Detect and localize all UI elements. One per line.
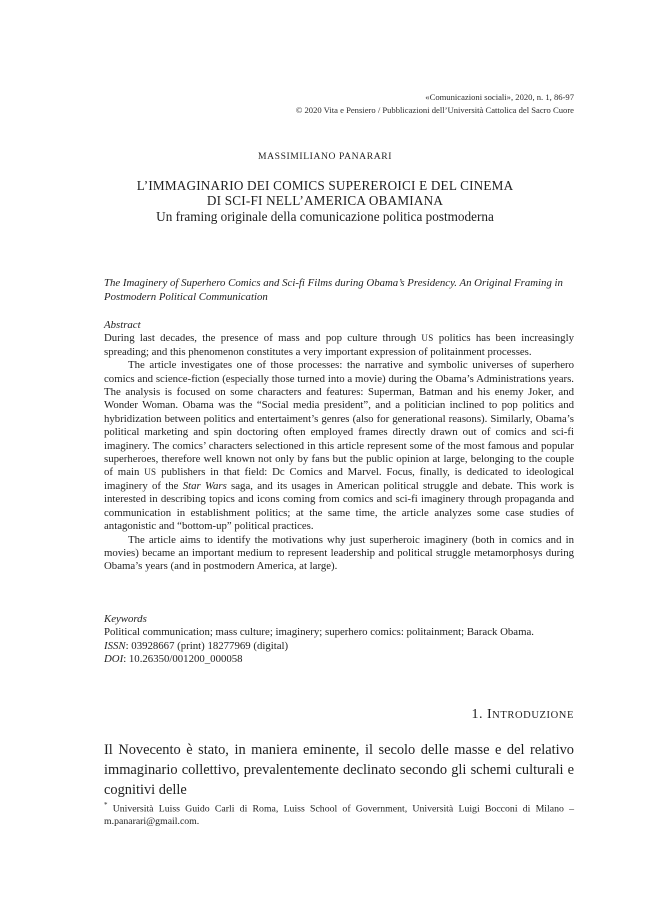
english-title: The Imaginery of Superhero Comics and Sci-fi Films during Obama’s Presidency. An Original Framing in Postmodern Political Communication: [104, 277, 563, 303]
journal-citation: «Comunicazioni sociali», 2020, n. 1, 86-97: [425, 92, 574, 102]
article-subtitle: Un framing originale della comunicazione politica postmoderna: [156, 209, 494, 224]
article-title: [90, 178, 560, 208]
doi-line: DOI: 10.26350/001200_000058: [104, 653, 243, 666]
abstract-paragraph-3: The article aims to identify the motivations why just superheroic imaginery (both in comics and in movies) became an important medium to represent leadership and political struggle metamorphosys during Obama’s years (and in postmodern America, at large).: [104, 533, 574, 573]
title-line-2: DI SCI-FI NELL’AMERICA OBAMIANA: [206, 193, 444, 208]
section-heading: 1. INTRODUZIONE: [471, 707, 574, 722]
copyright-notice: © 2020 Vita e Pensiero / Pubblicazioni dell’Università Cattolica del Sacro Cuore: [295, 105, 574, 115]
keywords-block: [104, 613, 574, 667]
abstract-label: Abstract: [104, 319, 141, 331]
keywords-list: Political communication; mass culture; imaginery; superhero comics: politainment; Barack Obama.: [104, 626, 534, 639]
issn-line: ISSN: 03928667 (print) 18277969 (digital): [104, 639, 289, 652]
journal-masthead: [296, 91, 574, 117]
author-affiliation-footnote: * Università Luiss Guido Carli di Roma, Luiss School of Government, Università Luigi Bocconi di Milano – m.panarari@gmail.com.: [104, 801, 574, 828]
intro-paragraph: Il Novecento è stato, in maniera eminente, il secolo delle masse e del relativo immaginario collettivo, prevalentemente declinato secondo gli schemi culturali e cognitivi delle: [104, 742, 574, 798]
title-line-1: L’IMMAGINARIO DEI COMICS SUPEREROICI E DEL CINEMA: [136, 178, 514, 193]
author-name: MASSIMILIANO PANARARI: [257, 151, 393, 162]
abstract-paragraph-1: During last decades, the presence of mass and pop culture through US politics has been increasingly spreading; and this phenomenon constitutes a very important expression of politainment processes.: [104, 332, 574, 358]
keywords-label: Keywords: [104, 613, 147, 625]
abstract-paragraph-2: The article investigates one of those processes: the narrative and symbolic universes of superhero comics and science-fiction (especially those turned into a movie) during the Obama’s Administrations years. The analysis is focused on some characters and features: Superman, Batman and his enemy Joker, and Wonder Woman. Obama was the “Social media president”, and a politician inclined to pop politics and hybridization between politics and entertaiment’s genres (also for generational reasons). Similarly, Obama’s political marketing and spin doctoring often employed frames directly drawn out of comics and sci-fi imaginery. The comics’ characters selectioned in this article represent some of the most famous and popular superheroes, therefore well known not only by fans but the public opinion at large, belonging to the couple of main US publishers in that field: Dc Comics and Marvel. Focus, finally, is dedicated to ideological imaginery of the Star Wars saga, and its usages in American political struggle and debate. This work is interested in describing topics and icons coming from comics and sci-fi imaginery through propaganda and communication in establishment politics; at the same time, the article analyzes some case studies of antagonistic and “bottom-up” political practices.: [104, 359, 575, 533]
abstract-block: [104, 319, 574, 574]
